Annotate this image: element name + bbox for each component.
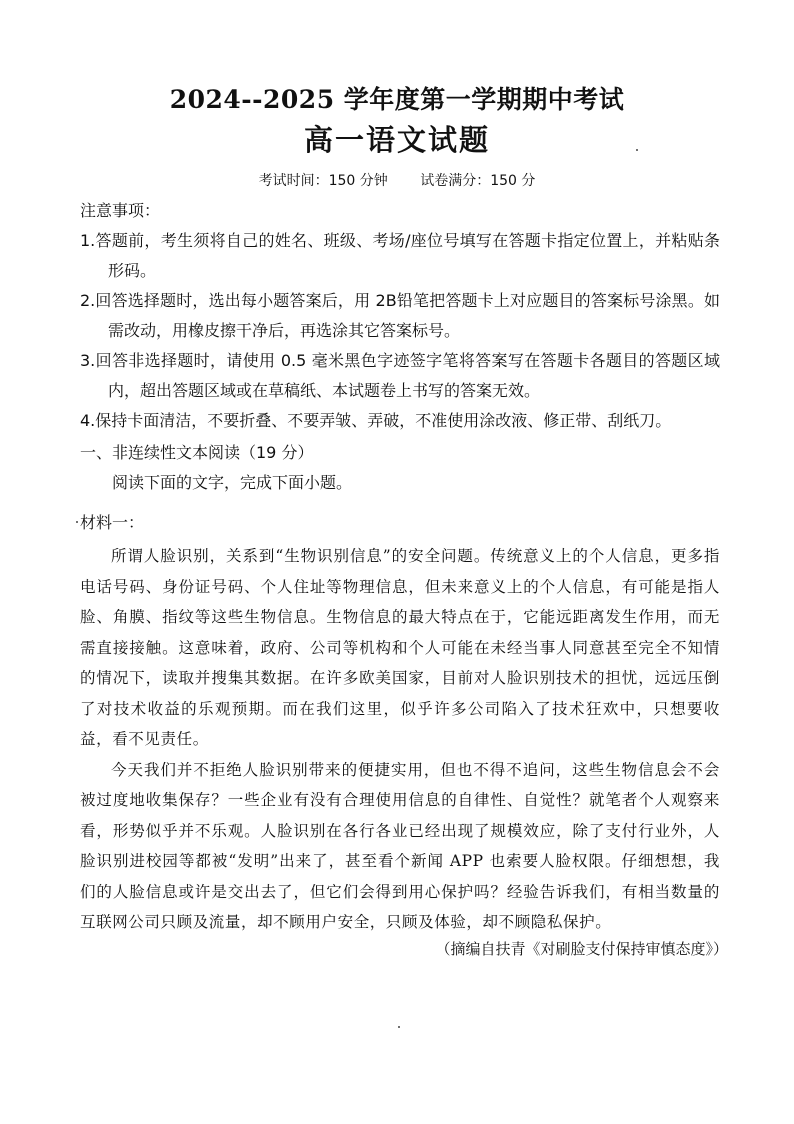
paragraph: 今天我们并不拒绝人脸识别带来的便捷实用，但也不得不追问，这些生物信息会不会被过度地收集保存？一些企业有没有合理使用信息的自律性、自觉性？就笔者个人观察来看，形势似乎并不乐观。人脸识别在各行各业已经出现了规模效应，除了支付行业外，人脸识别进校园等都被“发明”出来了，甚至看个新闻 APP 也索要人脸权限。仔细想想，我们的人脸信息或许是交出去了，但它们会得到用心保护吗？经验告诉我们，有相当数量的互联网公司只顾及流量，却不顾用户安全，只顾及体验，却不顾隐私保护。	[80, 760, 720, 931]
notes-heading: 注意事项：	[80, 201, 161, 220]
material-body	[80, 541, 720, 938]
exam-subtitle: 高一语文试题	[303, 123, 490, 157]
section-instruction: 阅读下面的文字，完成下面小题。	[112, 473, 353, 492]
scan-speck	[76, 521, 78, 523]
scan-speck	[636, 149, 638, 151]
full-score: 试卷满分：150 分	[420, 173, 536, 189]
exam-title: 2024--2025 学年度第一学期期中考试	[169, 85, 625, 114]
material-source: （摘编自扶青《对刷脸支付保持审慎态度》）	[435, 940, 728, 958]
paragraph: 所谓人脸识别，关系到“生物识别信息”的安全问题。传统意义上的个人信息，更多指电话号码、身份证号码、个人住址等物理信息，但未来意义上的个人信息，有可能是指人脸、角膜、指纹等这些生物信息。生物信息的最大特点在于，它能远距离发生作用，而无需直接接触。这意味着，政府、公司等机构和个人可能在未经当事人同意甚至完全不知情的情况下，读取并搜集其数据。在许多欧美国家，目前对人脸识别技术的担忧，远远压倒了对技术收益的乐观预期。而在我们这里，似乎许多公司陷入了技术狂欢中，只想要收益，看不见责任。	[80, 547, 720, 748]
note-item: 1.答题前，考生须将自己的姓名、班级、考场/座位号填写在答题卡指定位置上，并粘贴条形码。	[80, 231, 720, 280]
notes-block	[80, 198, 720, 436]
section-1	[80, 438, 720, 498]
material-label: 材料一：	[80, 513, 145, 532]
note-item: 3.回答非选择题时，请使用 0.5 毫米黑色字迹签字笔将答案写在答题卡各题目的答题区域内，超出答题区域或在草稿纸、本试题卷上书写的答案无效。	[80, 351, 720, 400]
exam-meta	[0, 170, 794, 190]
section-heading: 一、非连续性文本阅读（19 分）	[80, 443, 314, 462]
scan-speck	[398, 1026, 400, 1028]
note-item: 2.回答选择题时，选出每小题答案后，用 2B铅笔把答题卡上对应题目的答案标号涂黑。如需改动，用橡皮擦干净后，再选涂其它答案标号。	[80, 291, 720, 340]
exam-time: 考试时间：150 分钟	[258, 173, 388, 189]
note-item: 4.保持卡面清洁，不要折叠、不要弄皱、弄破，不准使用涂改液、修正带、刮纸刀。	[80, 411, 672, 430]
